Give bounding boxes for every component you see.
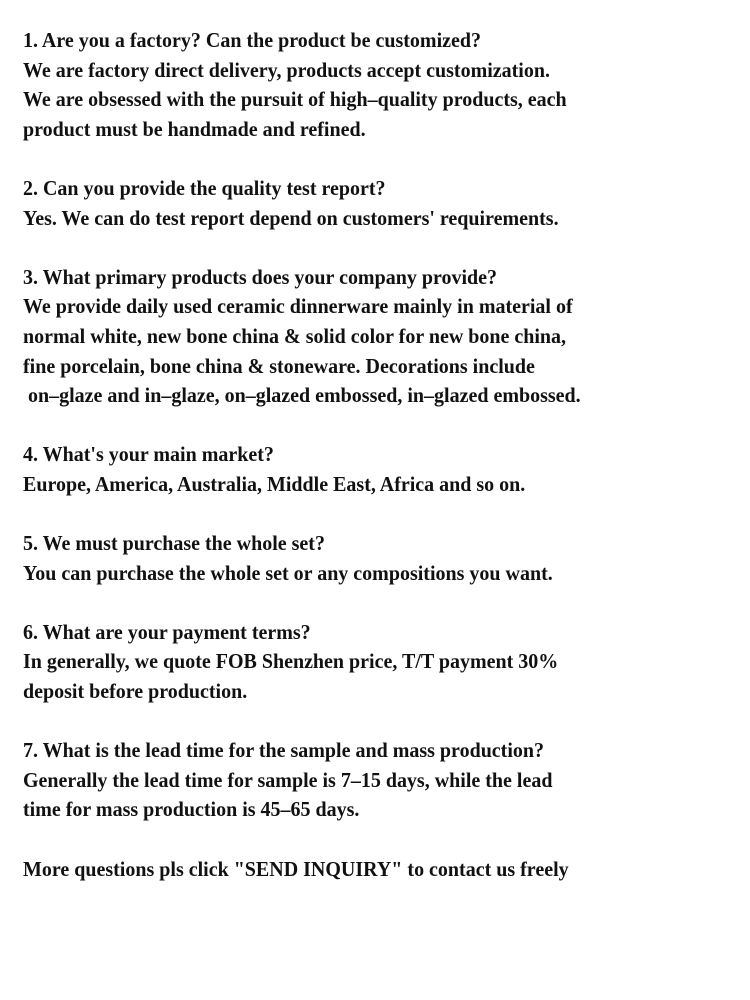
section-spacer bbox=[23, 707, 750, 737]
faq-item-4 bbox=[23, 440, 750, 499]
faq-answer-line: Yes. We can do test report depend on customers' requirements. bbox=[23, 205, 559, 230]
faq-question: 5. We must purchase the whole set? bbox=[23, 531, 325, 556]
faq-item-2 bbox=[23, 174, 750, 233]
section-spacer bbox=[23, 500, 750, 530]
faq-answer-line: We are obsessed with the pursuit of high–quality products, each bbox=[23, 87, 567, 112]
contact-note: More questions pls click "SEND INQUIRY" to contact us freely bbox=[23, 856, 569, 881]
faq-answer-line: normal white, new bone china & solid color for new bone china, bbox=[23, 323, 567, 348]
faq-question: 1. Are you a factory? Can the product be customized? bbox=[23, 28, 482, 52]
faq-answer-line: We are factory direct delivery, products accept customization. bbox=[23, 57, 550, 82]
faq-question: 7. What is the lead time for the sample and mass production? bbox=[23, 738, 545, 763]
faq-question: 2. Can you provide the quality test report? bbox=[23, 175, 386, 200]
section-spacer bbox=[23, 411, 750, 441]
faq-answer-line: In generally, we quote FOB Shenzhen price, T/T payment 30% bbox=[23, 649, 559, 674]
faq-item-3 bbox=[23, 263, 750, 411]
faq-answer-line: time for mass production is 45–65 days. bbox=[23, 797, 360, 822]
faq-answer-line: Generally the lead time for sample is 7–15 days, while the lead bbox=[23, 767, 553, 792]
faq-answer-line: Europe, America, Australia, Middle East, Africa and so on. bbox=[23, 471, 526, 496]
section-spacer bbox=[23, 144, 750, 174]
faq-answer-line: product must be handmade and refined. bbox=[23, 116, 366, 141]
faq-answer-line: You can purchase the whole set or any compositions you want. bbox=[23, 560, 553, 585]
faq-item-1 bbox=[23, 26, 750, 144]
faq-question: 3. What primary products does your company provide? bbox=[23, 264, 498, 289]
section-spacer bbox=[23, 825, 750, 855]
faq-question: 4. What's your main market? bbox=[23, 442, 274, 467]
faq-item-5 bbox=[23, 529, 750, 588]
section-spacer bbox=[23, 588, 750, 618]
faq-item-6 bbox=[23, 618, 750, 707]
faq-document bbox=[23, 26, 750, 884]
faq-answer-line: fine porcelain, bone china & stoneware. Decorations include bbox=[23, 353, 535, 378]
faq-answer-line: deposit before production. bbox=[23, 679, 248, 704]
faq-question: 6. What are your payment terms? bbox=[23, 619, 311, 644]
faq-answer-line: We provide daily used ceramic dinnerware mainly in material of bbox=[23, 294, 573, 319]
section-spacer bbox=[23, 233, 750, 263]
faq-item-7 bbox=[23, 736, 750, 825]
faq-answer-line: on–glaze and in–glaze, on–glazed embossed, in–glazed embossed. bbox=[23, 383, 581, 408]
